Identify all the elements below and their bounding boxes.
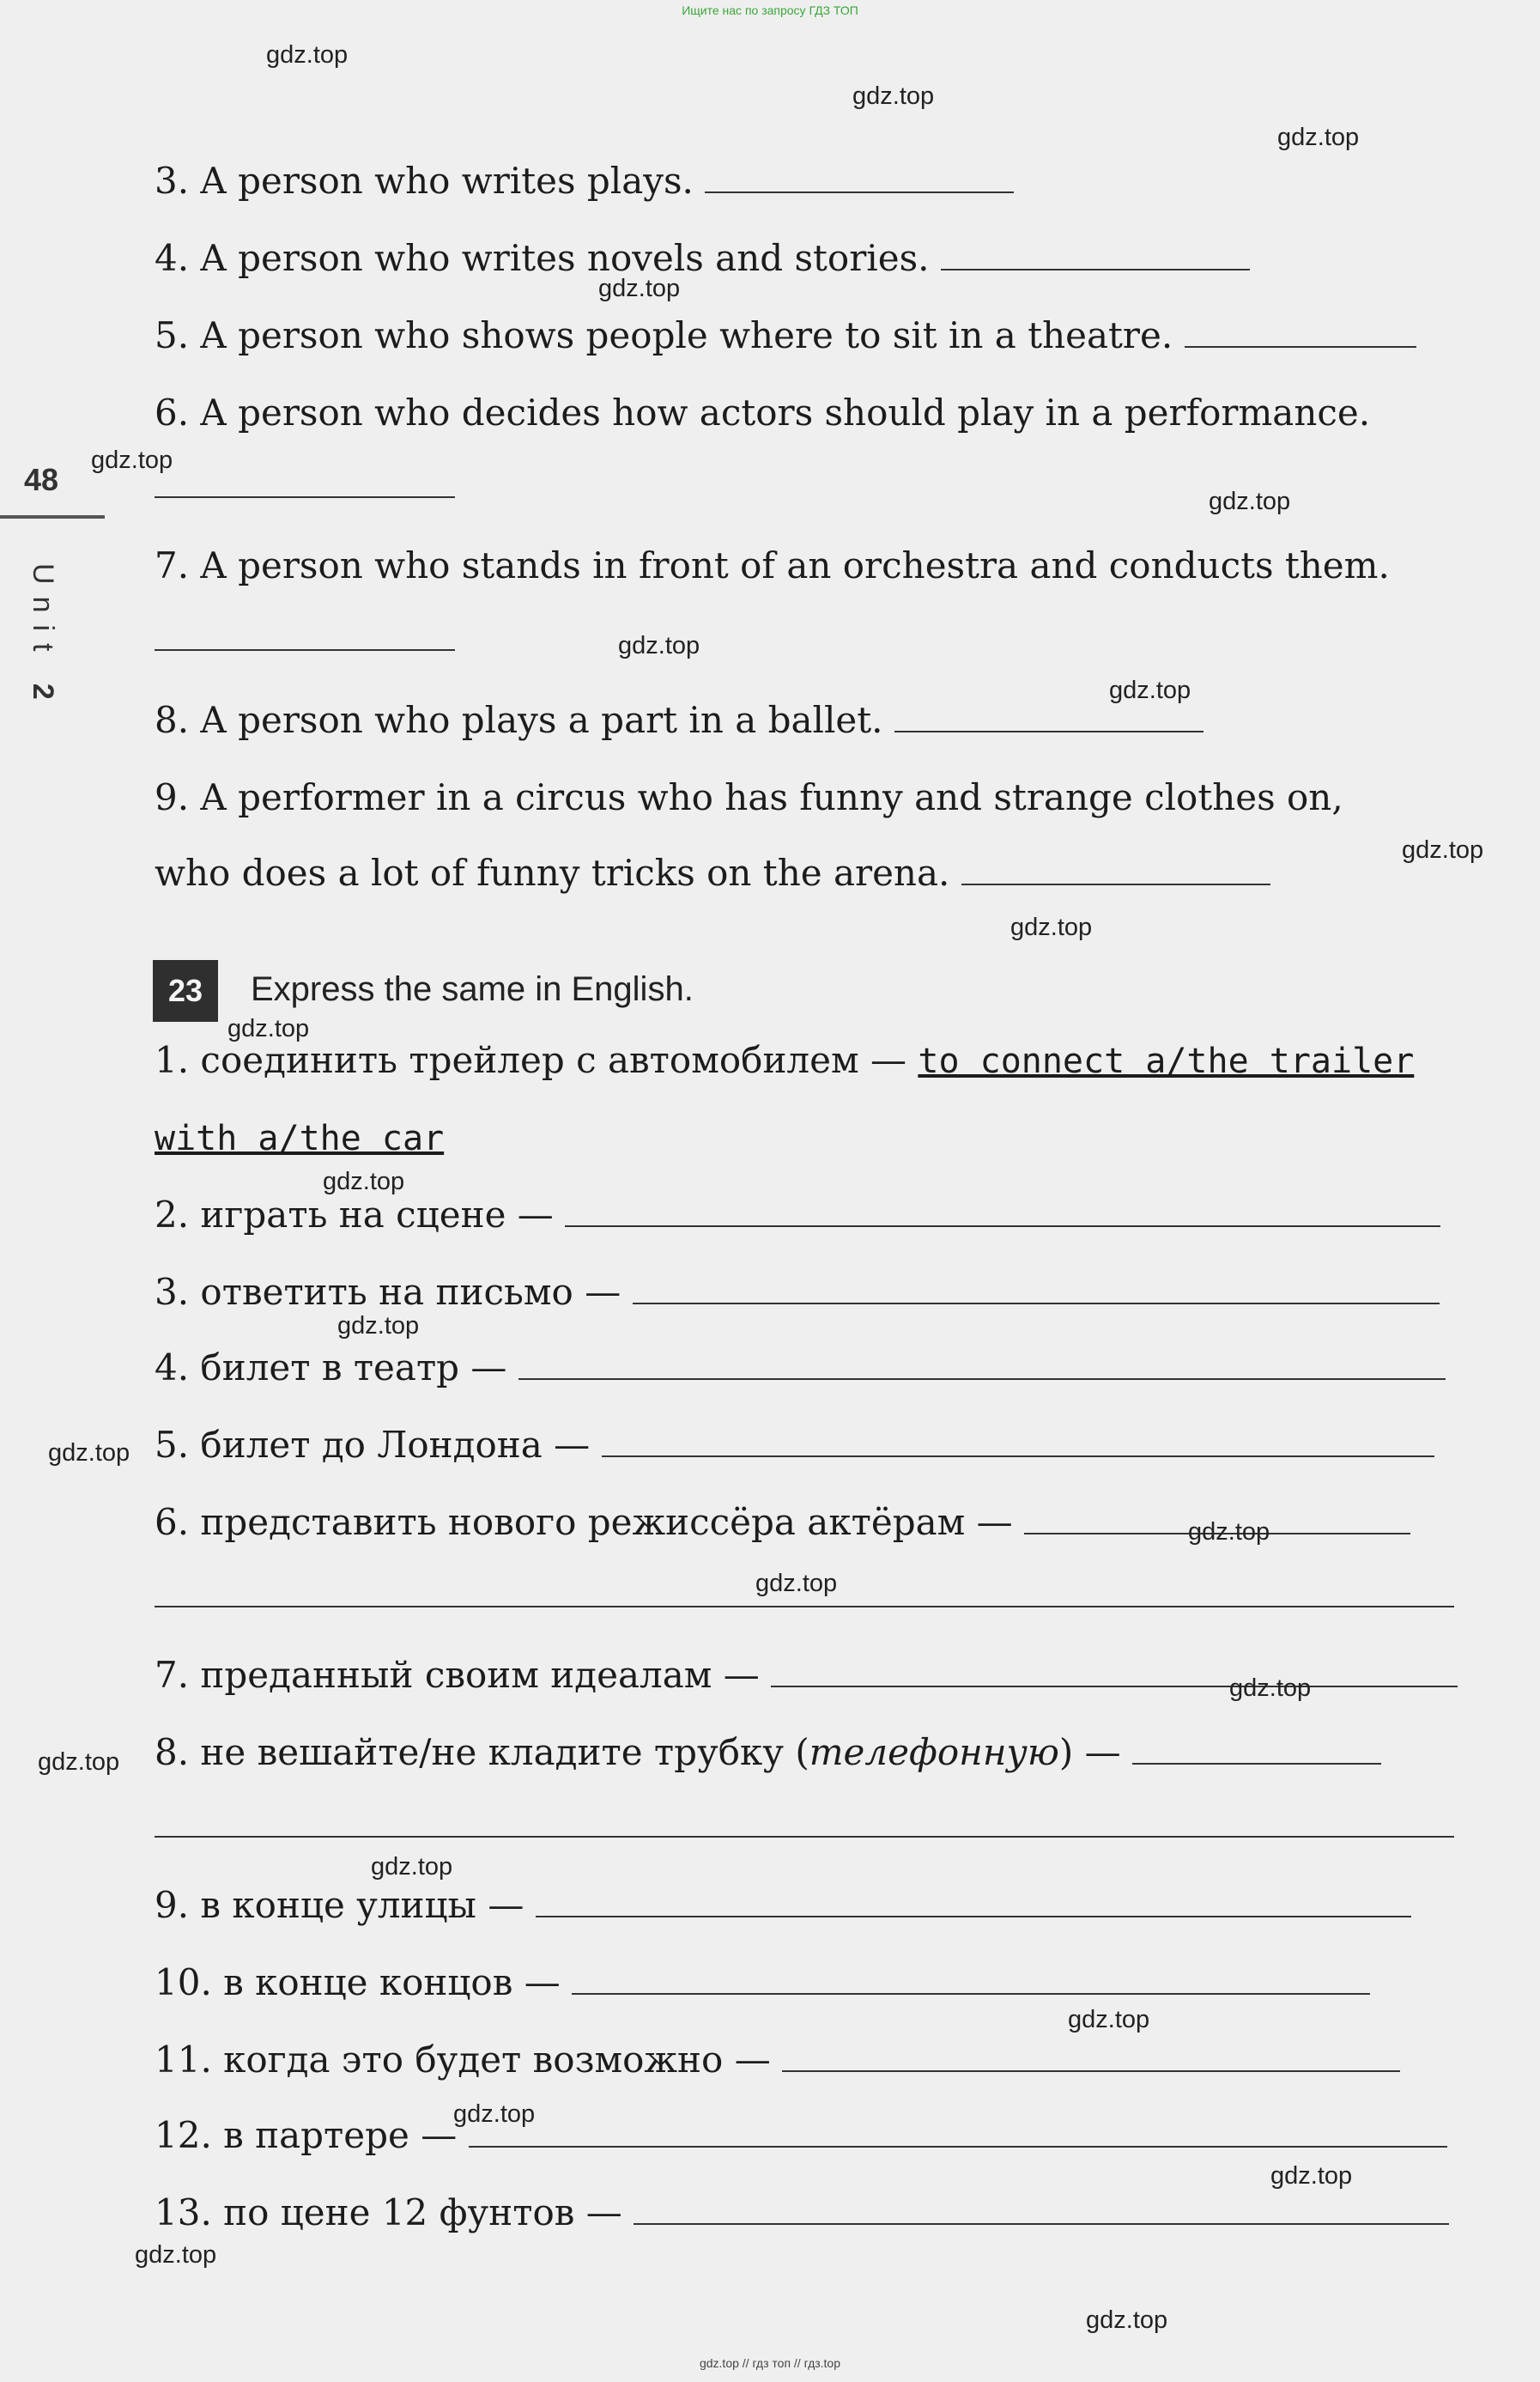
item-text: 8. A person who plays a part in a ballet. [155, 699, 883, 741]
item-text: 5. билет до Лондона — [155, 1424, 591, 1466]
ru-item-8 [155, 1729, 1454, 1776]
item-text: 8. не вешайте/не кладите трубку ( [155, 1731, 809, 1773]
item-text: 4. билет в театр — [155, 1346, 507, 1388]
item-text: 6. представить нового режиссёра актёрам — [155, 1501, 1013, 1543]
ru-item-5 [155, 1422, 1454, 1468]
watermark: gdz.top [618, 632, 700, 659]
item-text: 7. A person who stands in front of an orchestra and conducts them. [155, 544, 1390, 586]
watermark: gdz.top [1270, 2162, 1353, 2190]
item-text: 13. по цене 12 фунтов — [155, 2191, 622, 2233]
unit-number: 2 [27, 683, 59, 712]
answer-blank[interactable] [941, 236, 1250, 270]
watermark: gdz.top [38, 1748, 120, 1776]
bottom-banner: gdz.top // гдз топ // гдз.top [699, 2356, 841, 2370]
answer-blank[interactable] [565, 1193, 1440, 1227]
handwritten-answer: to connect a/the trailer [918, 1042, 1415, 1081]
watermark: gdz.top [1209, 488, 1291, 515]
item-7 [155, 543, 1454, 589]
item-4 [155, 235, 1454, 282]
answer-blank[interactable] [518, 1346, 1446, 1380]
item-text: 9. A performer in a circus who has funny and strange clothes on, [155, 776, 1343, 818]
watermark: gdz.top [371, 1853, 453, 1881]
answer-blank[interactable] [705, 159, 1014, 193]
watermark: gdz.top [852, 82, 935, 110]
item-text: 3. ответить на письмо — [155, 1271, 621, 1313]
ru-item-1-cont [155, 1115, 1454, 1162]
watermark: gdz.top [323, 1168, 405, 1195]
watermark: gdz.top [1068, 2006, 1150, 2033]
answer-blank[interactable] [1185, 313, 1416, 348]
watermark: gdz.top [1402, 836, 1484, 864]
item-text: 6. A person who decides how actors should play in a performance. [155, 392, 1371, 434]
answer-blank[interactable] [633, 1270, 1440, 1304]
answer-blank[interactable] [1132, 1730, 1381, 1765]
page-number: 48 [24, 462, 59, 497]
item-text: 7. преданный своим идеалам — [155, 1654, 760, 1696]
answer-blank[interactable] [155, 649, 455, 651]
watermark: gdz.top [266, 41, 349, 69]
watermark: gdz.top [755, 1570, 838, 1597]
item-9 [155, 775, 1454, 821]
item-italic: телефонную [809, 1731, 1059, 1773]
item-text-after: ) — [1058, 1731, 1121, 1773]
section-title: Express the same in English. [251, 970, 694, 1008]
answer-blank[interactable] [572, 1960, 1370, 1995]
watermark: gdz.top [135, 2241, 217, 2269]
watermark: gdz.top [1277, 124, 1360, 151]
unit-label [26, 563, 59, 712]
watermark: gdz.top [1109, 677, 1191, 704]
unit-word: Unit [27, 563, 59, 664]
watermark: gdz.top [91, 447, 173, 474]
watermark: gdz.top [1086, 2306, 1168, 2334]
item-5 [155, 313, 1454, 359]
answer-blank[interactable] [961, 851, 1270, 885]
ru-item-11 [155, 2037, 1454, 2083]
answer-blank[interactable] [634, 2191, 1449, 2225]
answer-blank[interactable] [771, 1653, 1458, 1687]
answer-blank[interactable] [155, 496, 455, 498]
watermark: gdz.top [598, 275, 681, 302]
watermark: gdz.top [48, 1439, 130, 1467]
item-text: 1. соединить трейлер с автомобилем — [155, 1039, 906, 1081]
item-3 [155, 158, 1454, 204]
watermark: gdz.top [227, 1015, 310, 1042]
ru-item-1 [155, 1037, 1454, 1085]
item-text: who does a lot of funny tricks on the arena. [155, 852, 950, 894]
answer-blank[interactable] [536, 1883, 1411, 1917]
watermark: gdz.top [1229, 1674, 1312, 1702]
item-text: 4. A person who writes novels and stories. [155, 237, 930, 279]
section-number: 23 [153, 960, 218, 1022]
answer-blank[interactable] [155, 1606, 1454, 1607]
ru-item-2 [155, 1192, 1454, 1238]
item-8 [155, 697, 1454, 744]
margin-rule [0, 515, 105, 519]
ru-item-9 [155, 1882, 1454, 1929]
item-6 [155, 390, 1454, 436]
answer-blank[interactable] [782, 2038, 1400, 2072]
item-text: 12. в партере — [155, 2114, 458, 2156]
answer-blank[interactable] [469, 2113, 1447, 2148]
handwritten-answer: with a/the car [155, 1119, 445, 1158]
watermark: gdz.top [1188, 1518, 1270, 1546]
top-banner: Ищите нас по запросу ГДЗ ТОП [682, 3, 858, 17]
ru-item-4 [155, 1345, 1454, 1391]
item-text: 5. A person who shows people where to sit in a theatre. [155, 314, 1173, 356]
item-text: 9. в конце улицы — [155, 1884, 524, 1926]
item-text: 10. в конце концов — [155, 1961, 561, 2003]
watermark: gdz.top [1010, 914, 1093, 941]
ru-item-13 [155, 2190, 1454, 2236]
watermark: gdz.top [337, 1312, 420, 1340]
ru-item-10 [155, 1960, 1454, 2006]
answer-blank[interactable] [602, 1423, 1434, 1457]
answer-blank[interactable] [155, 1836, 1454, 1838]
ru-item-3 [155, 1269, 1454, 1316]
ru-item-12 [155, 2112, 1454, 2159]
item-9-cont [155, 850, 1454, 896]
item-text: 11. когда это будет возможно — [155, 2039, 771, 2081]
watermark: gdz.top [453, 2100, 536, 2128]
item-text: 2. играть на сцене — [155, 1194, 554, 1236]
item-text: 3. A person who writes plays. [155, 160, 694, 202]
